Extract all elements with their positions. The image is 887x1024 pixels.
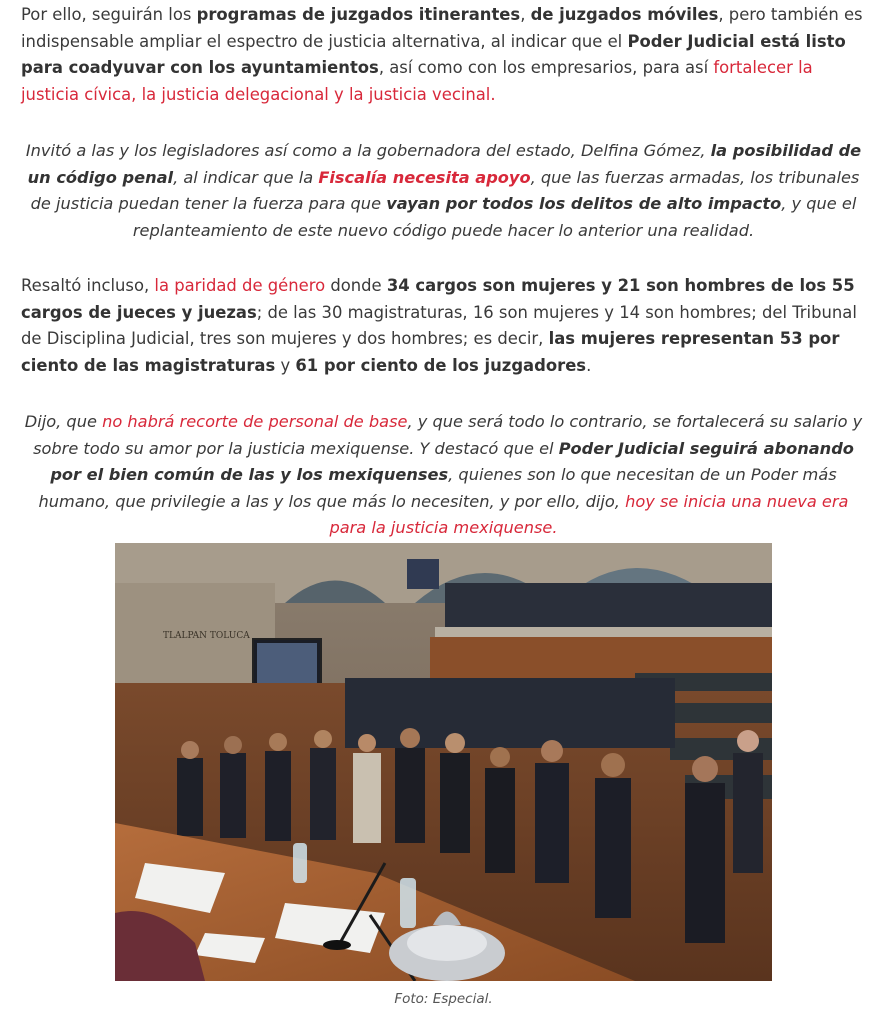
- highlight-link[interactable]: Fiscalía necesita apoyo: [318, 167, 531, 187]
- bold-text: las mujeres representan 53 por ciento de las magistraturas: [21, 329, 840, 375]
- text: , así como con los empresarios, para así: [378, 58, 714, 77]
- gallery-railing: [435, 627, 772, 637]
- silver-centerpiece-top: [407, 925, 487, 961]
- highlight-link[interactable]: no habrá recorte de personal de base: [102, 412, 408, 431]
- gallery-crowd: [445, 583, 772, 631]
- paragraph-3: [21, 273, 866, 379]
- text: Dijo, que: [24, 412, 103, 431]
- text: , que las fuerzas armadas, los tribunales de justicia puedan tener la fuerza para que: [30, 167, 860, 213]
- bold-text: 61 por ciento de los juzgadores: [295, 355, 587, 375]
- text: , quienes son lo que necesitan de un Poder más humano, que privilegie a las y los que más lo necesiten, y por ello, dijo,: [38, 465, 837, 511]
- bold-text: Poder Judicial seguirá abonando por el bien común de las y los mexiquenses: [50, 438, 854, 484]
- crowd: [345, 678, 675, 748]
- text: Resaltó incluso,: [21, 276, 155, 295]
- text: .: [586, 355, 592, 375]
- bold-text: programas de juzgados itinerantes: [196, 5, 521, 24]
- text: .: [552, 518, 558, 537]
- text: donde: [325, 276, 387, 295]
- article-photo[interactable]: [115, 543, 772, 981]
- text: , y que será todo lo contrario, se fortalecerá su salario y sobre todo su amor por la justicia mexiquense. Y destacó que el: [33, 412, 863, 458]
- text: ; de las 30 magistraturas, 16 son mujeres y 14 son hombres; del Tribunal de Disciplina Judicial, tres son mujeres y dos hombres; es decir,: [21, 302, 857, 348]
- bold-text: Poder Judicial está listo para coadyuvar con los ayuntamientos: [21, 31, 846, 77]
- text: , pero también es indispensable ampliar el espectro de justicia alternativa, al indicar que el: [21, 5, 863, 51]
- paragraph-2: [18, 138, 869, 244]
- paragraph-1: [21, 2, 866, 108]
- text: , y que el replanteamiento de este nuevo código puede hacer lo anterior una realidad.: [132, 194, 857, 240]
- highlight-link[interactable]: hoy se inicia una nueva era para la justicia mexiquense: [329, 491, 849, 537]
- text: Invitó a las y los legisladores así como a la gobernadora del estado, Delfina Gómez,: [25, 141, 711, 160]
- highlight-link[interactable]: fortalecer la justicia cívica, la justicia delegacional y la justicia vecinal: [21, 58, 813, 104]
- highlight-link[interactable]: la paridad de género: [154, 276, 326, 295]
- text: y: [275, 355, 296, 375]
- bold-text: la posibilidad de un código penal: [27, 141, 862, 187]
- photo-illustration: [115, 543, 772, 981]
- bold-text: vayan por todos los delitos de alto impacto: [386, 194, 782, 213]
- bold-text: 34 cargos son mujeres y 21 son hombres de los 55 cargos de jueces y juezas: [21, 276, 855, 322]
- bold-text: de juzgados móviles: [530, 5, 719, 24]
- wall-inscription: TLALPAN TOLUCA: [163, 631, 250, 641]
- water-bottle: [293, 843, 307, 883]
- text: Por ello, seguirán los: [21, 5, 197, 24]
- text: ,: [520, 5, 531, 24]
- water-bottle: [400, 878, 416, 928]
- text: .: [490, 84, 496, 104]
- text: , al indicar que la: [173, 167, 319, 187]
- screen-image: [257, 643, 317, 685]
- wall-screen: [407, 559, 439, 589]
- microphone-base: [323, 940, 351, 950]
- photo-caption: Foto: Especial.: [394, 991, 493, 1007]
- paragraph-4: [18, 409, 869, 542]
